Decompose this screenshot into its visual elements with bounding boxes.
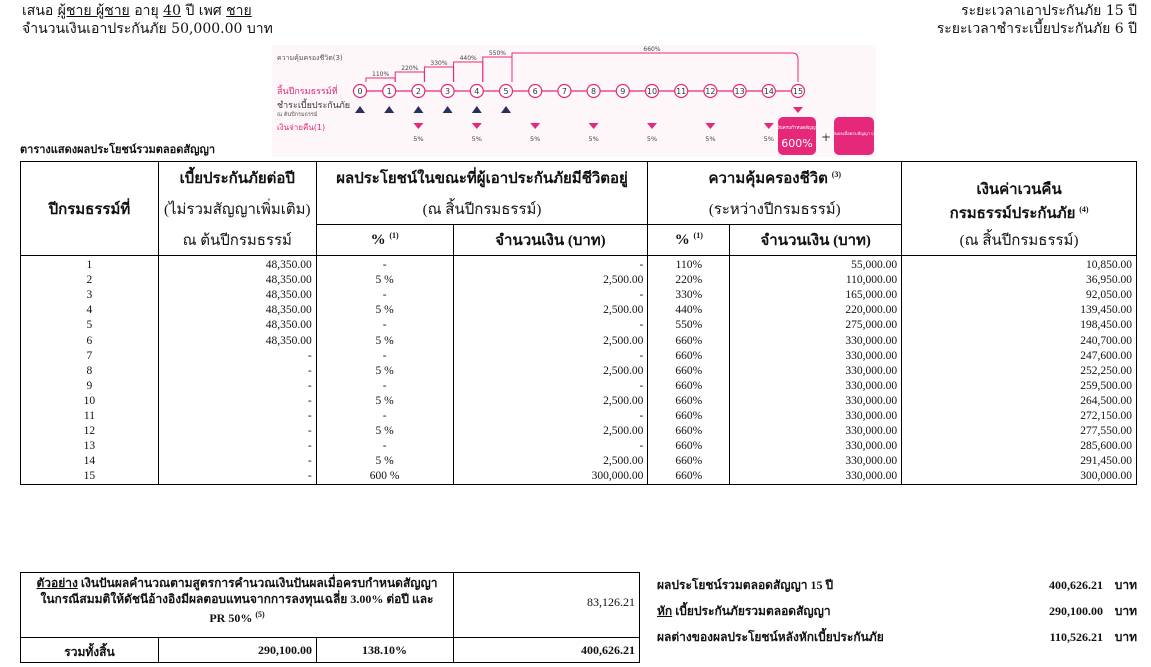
table-row [21, 303, 1137, 318]
cell-year: 10 [21, 394, 159, 409]
cell-benefit-amount: 2,500.00 [453, 273, 648, 288]
cell-year: 13 [21, 439, 159, 454]
cell-cover-amount: 330,000.00 [730, 469, 902, 485]
cell-cash-value: 92,050.00 [902, 288, 1137, 303]
example-dividend-value: 83,126.21 [587, 595, 635, 609]
col-cover-amount: จำนวนเงิน (บาท) [730, 225, 902, 256]
col-benefit-pct: % $^{(1)}$ [316, 225, 453, 256]
age-unit: ปี [185, 3, 195, 19]
cell-benefit-amount: - [453, 256, 648, 274]
cell-benefit-pct: - [316, 439, 453, 454]
cell-benefit-amount: 2,500.00 [453, 424, 648, 439]
totals-amount: 400,626.21 [581, 643, 635, 657]
example-box [20, 572, 640, 663]
table-title: ตารางแสดงผลประโยชน์รวมตลอดสัญญา [20, 143, 216, 156]
year-number: 13 [734, 87, 745, 96]
cell-cover-pct: 660% [648, 424, 730, 439]
table-row [21, 409, 1137, 424]
cell-cash-value: 277,550.00 [902, 424, 1137, 439]
year-number: 5 [503, 87, 509, 96]
payout-label: เงินจ่ายคืน(1) [277, 123, 326, 132]
premium-payment-icon [413, 106, 423, 113]
summary-unit: บาท [1114, 604, 1137, 618]
coverage-step-label: 220% [401, 65, 419, 72]
summary-row [657, 598, 1137, 624]
year-number: 14 [763, 87, 774, 96]
cell-cover-pct: 660% [648, 379, 730, 394]
table-row [21, 288, 1137, 303]
cell-benefit-pct: 5 % [316, 424, 453, 439]
cell-cover-amount: 55,000.00 [730, 256, 902, 274]
premium-payment-icon [472, 106, 482, 113]
cell-cover-pct: 660% [648, 364, 730, 379]
table-row [21, 333, 1137, 348]
timeline-graphic [272, 45, 883, 157]
cell-cover-amount: 330,000.00 [730, 364, 902, 379]
plus-sign: + [820, 130, 832, 144]
payout-icon [413, 123, 423, 129]
table-row [21, 364, 1137, 379]
payout-pct-label: 5% [705, 135, 716, 143]
cell-cover-pct: 550% [648, 318, 730, 333]
example-note-ref: (5) [255, 610, 265, 619]
year-number: 7 [561, 87, 567, 96]
cell-year: 1 [21, 256, 159, 274]
cell-cash-value: 10,850.00 [902, 256, 1137, 274]
coverage-period: ระยะเวลาเอาประกันภัย 15 ปี [961, 3, 1137, 19]
year-number: 0 [357, 87, 363, 96]
cell-premium: - [158, 469, 316, 485]
year-number: 8 [591, 87, 597, 96]
table-row [21, 318, 1137, 333]
cell-benefit-amount: - [453, 318, 648, 333]
premium-payment-icon [384, 106, 394, 113]
cell-benefit-pct: - [316, 409, 453, 424]
cell-benefit-pct: 5 % [316, 273, 453, 288]
coverage-step-label: 110% [372, 71, 390, 78]
cell-cover-pct: 660% [648, 333, 730, 348]
maturity-box-value: 600% [781, 137, 813, 150]
cell-benefit-amount: - [453, 409, 648, 424]
col-premium-header: เบี้ยประกันภัยต่อปี [158, 162, 316, 195]
table-row [21, 439, 1137, 454]
cell-year: 12 [21, 424, 159, 439]
payout-icon [472, 123, 482, 129]
cell-cover-amount: 330,000.00 [730, 424, 902, 439]
year-number: 1 [386, 87, 392, 96]
cell-year: 8 [21, 364, 159, 379]
cell-cover-amount: 330,000.00 [730, 379, 902, 394]
table-row [21, 394, 1137, 409]
maturity-box-text: เงินครบกำหนดสัญญา [775, 126, 819, 131]
cell-cash-value: 139,450.00 [902, 303, 1137, 318]
cell-benefit-amount: 2,500.00 [453, 394, 648, 409]
payout-pct-label: 5% [413, 135, 424, 143]
cell-year: 11 [21, 409, 159, 424]
payout-icon [705, 123, 715, 129]
cell-benefit-pct: 5 % [316, 333, 453, 348]
cell-cover-pct: 660% [648, 439, 730, 454]
cell-benefit-pct: - [316, 349, 453, 364]
cell-benefit-amount: 2,500.00 [453, 303, 648, 318]
cell-benefit-pct: 5 % [316, 303, 453, 318]
cell-cover-pct: 220% [648, 273, 730, 288]
table-row [21, 273, 1137, 288]
cell-premium: - [158, 439, 316, 454]
cell-cover-amount: 110,000.00 [730, 273, 902, 288]
cell-premium: 48,350.00 [158, 303, 316, 318]
period-info [937, 2, 1137, 38]
cell-cover-pct: 660% [648, 394, 730, 409]
table-row [21, 379, 1137, 394]
insured-name: ผู้ชาย ผู้ชาย [57, 3, 130, 19]
table-body [21, 256, 1137, 485]
premium-payment-icon [355, 106, 365, 113]
totals-pct: 138.10% [362, 643, 407, 657]
cell-benefit-pct: - [316, 379, 453, 394]
cell-benefit-amount: - [453, 349, 648, 364]
summary-label: ผลต่างของผลประโยชน์หลังหักเบี้ยประกันภัย [657, 630, 884, 644]
benefit-timeline [272, 45, 883, 157]
premium-payment-icon [443, 106, 453, 113]
col-cover-sub: (ระหว่างปีกรมธรรม์) [648, 194, 902, 225]
cell-cash-value: 291,450.00 [902, 454, 1137, 469]
insured-sex: ชาย [226, 3, 252, 19]
example-text-1: เงินปันผลคำนวณตามสูตรการคำนวณเงินปันผลเมื่อครบกำหนดสัญญา [77, 576, 438, 590]
cell-premium: - [158, 379, 316, 394]
summary-unit: บาท [1114, 630, 1137, 644]
totals-label: รวมทั้งสิ้น [64, 645, 115, 659]
proposal-line [22, 2, 273, 20]
cell-cash-value: 198,450.00 [902, 318, 1137, 333]
example-text-3: PR 50% [209, 611, 253, 625]
totals-row [21, 637, 639, 663]
cell-cover-amount: 330,000.00 [730, 439, 902, 454]
cell-premium: 48,350.00 [158, 288, 316, 303]
cell-year: 5 [21, 318, 159, 333]
cell-year: 2 [21, 273, 159, 288]
sum-insured: จำนวนเงินเอาประกันภัย 50,000.00 บาท [22, 21, 273, 37]
cell-cover-amount: 275,000.00 [730, 318, 902, 333]
summary-row [657, 572, 1137, 598]
cell-cash-value: 264,500.00 [902, 394, 1137, 409]
payout-icon [764, 123, 774, 129]
coverage-step [366, 78, 395, 82]
coverage-step-label: 550% [488, 50, 506, 57]
col-year-header: ปีกรมธรรม์ที่ [21, 162, 159, 256]
cell-cover-pct: 660% [648, 349, 730, 364]
cell-premium: - [158, 349, 316, 364]
example-lead: ตัวอย่าง [36, 576, 78, 590]
cell-cover-pct: 330% [648, 288, 730, 303]
cell-cash-value: 247,600.00 [902, 349, 1137, 364]
col-cover-header: ความคุ้มครองชีวิต $^{(3)}$ [648, 162, 902, 195]
cell-year: 3 [21, 288, 159, 303]
cell-benefit-pct: 600 % [316, 469, 453, 485]
summary-label: ผลประโยชน์รวมตลอดสัญญา 15 ปี [657, 578, 834, 592]
year-number: 2 [415, 87, 421, 96]
coverage-step [483, 57, 512, 82]
cell-cover-amount: 165,000.00 [730, 288, 902, 303]
cell-cash-value: 36,950.00 [902, 273, 1137, 288]
coverage-step [454, 62, 483, 82]
cell-cover-amount: 220,000.00 [730, 303, 902, 318]
cell-cover-amount: 330,000.00 [730, 394, 902, 409]
cell-premium: - [158, 454, 316, 469]
cell-benefit-pct: - [316, 256, 453, 274]
payout-icon [589, 123, 599, 129]
cell-benefit-amount: - [453, 288, 648, 303]
cell-cover-amount: 330,000.00 [730, 409, 902, 424]
cell-benefit-pct: - [316, 318, 453, 333]
summary-label: หัก เบี้ยประกันภัยรวมตลอดสัญญา [657, 604, 831, 618]
coverage-step [424, 67, 453, 82]
cell-benefit-amount: - [453, 439, 648, 454]
premium-sub-label: ณ ต้นปีกรมธรรม์ [277, 112, 318, 118]
col-cash-sub: (ณ สิ้นปีกรมธรรม์) [902, 225, 1137, 256]
payout-pct-label: 5% [763, 135, 774, 143]
payout-pct-label: 5% [588, 135, 599, 143]
cell-cover-pct: 440% [648, 303, 730, 318]
year-number: 3 [445, 87, 451, 96]
cell-cash-value: 240,700.00 [902, 333, 1137, 348]
summary-value: 400,626.21 [1049, 578, 1103, 592]
maturity-icon [793, 107, 803, 113]
age-label: อายุ [134, 3, 159, 19]
col-benefit-sub: (ณ สิ้นปีกรมธรรม์) [316, 194, 648, 225]
summary-unit: บาท [1114, 578, 1137, 592]
col-benefit-amount: จำนวนเงิน (บาท) [453, 225, 648, 256]
year-number: 15 [792, 87, 804, 96]
table-row [21, 454, 1137, 469]
cell-year: 14 [21, 454, 159, 469]
cell-benefit-pct: - [316, 288, 453, 303]
cell-year: 15 [21, 469, 159, 485]
year-end-label: สิ้นปีกรมธรรม์ที่ [277, 87, 338, 97]
col-premium-sub: (ไม่รวมสัญญาเพิ่มเติม) [158, 194, 316, 225]
cell-benefit-amount: 300,000.00 [453, 469, 648, 485]
cell-premium: - [158, 364, 316, 379]
example-text-2: ในกรณีสมมติให้ดัชนีอ้างอิงมีผลตอบแทนจากการลงทุนเฉลี่ย 3.00% ต่อปี และ [40, 592, 434, 606]
payout-icon [530, 123, 540, 129]
year-number: 9 [620, 87, 626, 96]
cell-cover-pct: 660% [648, 409, 730, 424]
cell-premium: - [158, 409, 316, 424]
table-row [21, 256, 1137, 274]
cell-benefit-pct: 5 % [316, 364, 453, 379]
col-cash-header: เงินค่าเวนคืน กรมธรรม์ประกันภัย $^{(4)}$ [902, 162, 1137, 225]
table-row [21, 469, 1137, 485]
cell-benefit-pct: 5 % [316, 454, 453, 469]
table-row [21, 349, 1137, 364]
premium-payment-icon [501, 106, 511, 113]
cell-year: 7 [21, 349, 159, 364]
dividend-box-text: เงินปันผลเมื่อครบสัญญา (ถ้ามี) [825, 132, 883, 137]
coverage-step-label: 660% [643, 46, 661, 53]
cell-premium: 48,350.00 [158, 273, 316, 288]
cell-cash-value: 259,500.00 [902, 379, 1137, 394]
coverage-step-label: 330% [430, 60, 448, 67]
year-number: 12 [705, 87, 716, 96]
sex-label: เพศ [198, 3, 222, 19]
cell-premium: 48,350.00 [158, 318, 316, 333]
cell-cash-value: 252,250.00 [902, 364, 1137, 379]
cell-benefit-pct: 5 % [316, 394, 453, 409]
summary-row [657, 624, 1137, 650]
cell-year: 9 [21, 379, 159, 394]
cell-premium: 48,350.00 [158, 333, 316, 348]
benefit-table [20, 161, 1137, 485]
cell-premium: - [158, 394, 316, 409]
payout-icon [647, 123, 657, 129]
cell-cover-amount: 330,000.00 [730, 454, 902, 469]
cell-cover-pct: 110% [648, 256, 730, 274]
cell-cover-pct: 660% [648, 454, 730, 469]
cell-cash-value: 300,000.00 [902, 469, 1137, 485]
summary-box [657, 572, 1137, 650]
table-row [21, 424, 1137, 439]
coverage-step-label: 440% [459, 55, 477, 62]
premium-label: ชำระเบี้ยประกันภัย [277, 101, 351, 111]
summary-value: 290,100.00 [1049, 604, 1103, 618]
proposal-header [22, 2, 273, 38]
payout-pct-label: 5% [471, 135, 482, 143]
summary-value: 110,526.21 [1049, 630, 1103, 644]
col-cover-pct: % $^{(1)}$ [648, 225, 730, 256]
cell-cover-amount: 330,000.00 [730, 349, 902, 364]
cell-benefit-amount: 2,500.00 [453, 364, 648, 379]
cell-premium: - [158, 424, 316, 439]
cell-benefit-amount: - [453, 379, 648, 394]
col-benefit-header: ผลประโยชน์ในขณะที่ผู้เอาประกันภัยมีชีวิตอยู่ [316, 162, 648, 195]
cell-benefit-amount: 2,500.00 [453, 454, 648, 469]
cell-cash-value: 272,150.00 [902, 409, 1137, 424]
cell-year: 6 [21, 333, 159, 348]
example-note [21, 573, 454, 639]
offer-prefix: เสนอ [22, 3, 54, 19]
year-number: 4 [474, 87, 480, 96]
premium-period: ระยะเวลาชำระเบี้ยประกันภัย 6 ปี [936, 21, 1137, 37]
coverage-label: ความคุ้มครองชีวิต(3) [277, 54, 343, 62]
cell-premium: 48,350.00 [158, 256, 316, 274]
payout-pct-label: 5% [530, 135, 541, 143]
payout-pct-label: 5% [646, 135, 658, 143]
cell-year: 4 [21, 303, 159, 318]
year-number: 10 [646, 87, 658, 96]
coverage-step [395, 72, 424, 82]
col-premium-sub2: ณ ต้นปีกรมธรรม์ [158, 225, 316, 256]
cell-cover-amount: 330,000.00 [730, 333, 902, 348]
cell-cover-pct: 660% [648, 469, 730, 485]
year-number: 6 [532, 87, 538, 96]
cell-benefit-amount: 2,500.00 [453, 333, 648, 348]
cell-cash-value: 285,600.00 [902, 439, 1137, 454]
coverage-step [512, 53, 798, 82]
year-number: 11 [676, 87, 687, 96]
totals-premium: 290,100.00 [258, 643, 312, 657]
insured-age: 40 [163, 3, 181, 19]
